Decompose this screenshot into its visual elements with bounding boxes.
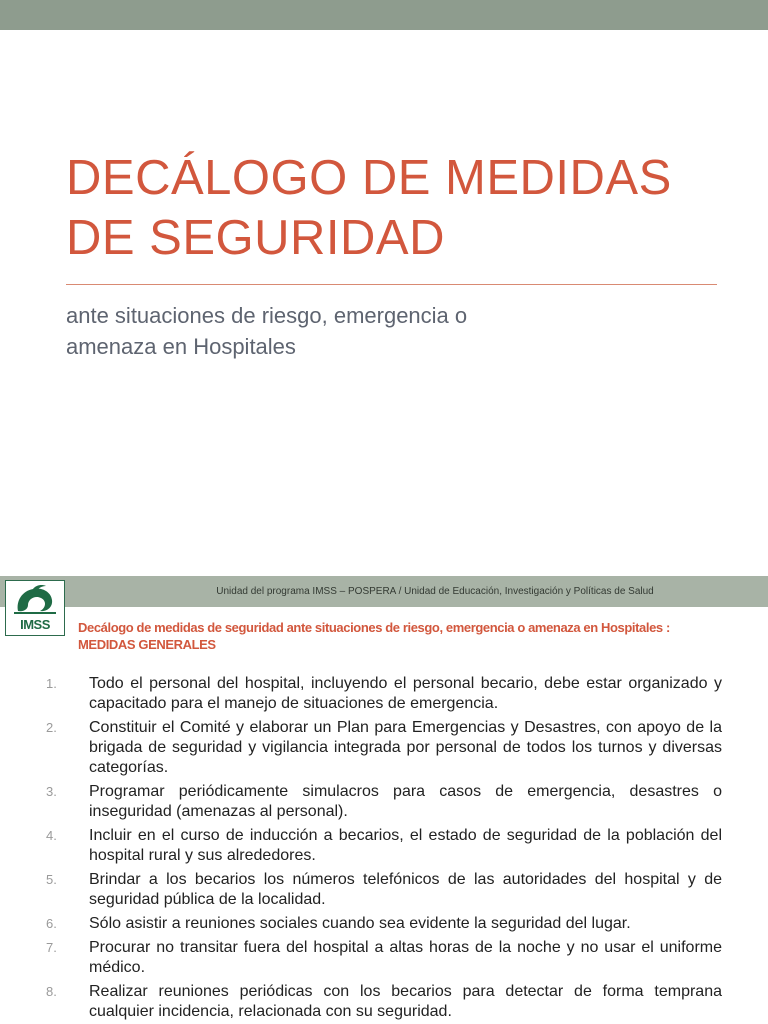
slide-title-line-1: DECÁLOGO DE MEDIDAS: [66, 151, 672, 205]
list-item: [0, 782, 722, 822]
section-heading: [78, 619, 718, 653]
slide-banner: [0, 576, 768, 607]
list-item: [0, 870, 722, 910]
list-item-number: 3.: [46, 784, 57, 799]
list-item-text: Realizar reuniones periódicas con los becarios para detectar de forma temprana cualquier incidencia, relacionada con su seguridad.: [89, 983, 722, 1020]
measures-list: [0, 674, 768, 1024]
list-item-number: 2.: [46, 720, 57, 735]
imss-eagle-icon: [6, 581, 64, 619]
title-divider: [66, 284, 717, 285]
logo-text: IMSS: [20, 617, 50, 632]
list-item-text: Incluir en el curso de inducción a becarios, el estado de seguridad de la población del hospital rural y sus alrededores.: [89, 827, 722, 864]
slide-title-line-2: DE SEGURIDAD: [66, 211, 446, 265]
list-item-text: Constituir el Comité y elaborar un Plan para Emergencias y Desastres, con apoyo de la brigada de seguridad y vigilancia integrada por personal de todos los turnos y diversas categorías.: [89, 719, 722, 776]
slide-subtitle-line-1: ante situaciones de riesgo, emergencia o: [66, 303, 468, 328]
list-item: [0, 718, 722, 778]
section-heading-line-2: MEDIDAS GENERALES: [78, 637, 216, 652]
list-item-number: 4.: [46, 828, 57, 843]
list-item-text: Brindar a los becarios los números telefónicos de las autoridades del hospital y de seguridad pública de la localidad.: [89, 871, 722, 908]
list-item-text: Sólo asistir a reuniones sociales cuando sea evidente la seguridad del lugar.: [89, 915, 631, 932]
slide-subtitle: [66, 300, 706, 362]
top-bar: [0, 0, 768, 30]
list-item-number: 1.: [46, 676, 57, 691]
slide-title: [66, 148, 746, 268]
banner-text: Unidad del programa IMSS – POSPERA / Unidad de Educación, Investigación y Políticas de Salud: [216, 586, 654, 597]
section-heading-line-1: Decálogo de medidas de seguridad ante situaciones de riesgo, emergencia o amenaza en Hospitales :: [78, 620, 670, 635]
list-item-number: 6.: [46, 916, 57, 931]
list-item: [0, 982, 722, 1022]
list-item: [0, 826, 722, 866]
list-item: [0, 914, 722, 934]
list-item-number: 7.: [46, 940, 57, 955]
list-item-text: Procurar no transitar fuera del hospital a altas horas de la noche y no usar el uniforme médico.: [89, 939, 722, 976]
list-item-text: Todo el personal del hospital, incluyendo el personal becario, debe estar organizado y capacitado para el manejo de situaciones de emergencia.: [89, 675, 722, 712]
list-item-number: 5.: [46, 872, 57, 887]
list-item-text: Programar periódicamente simulacros para casos de emergencia, desastres o inseguridad (amenazas al personal).: [89, 783, 722, 820]
list-item: [0, 674, 722, 714]
imss-logo: [5, 580, 65, 636]
slide-2: [0, 576, 768, 1024]
list-item-number: 8.: [46, 984, 57, 999]
slide-subtitle-line-2: amenaza en Hospitales: [66, 334, 296, 359]
list-item: [0, 938, 722, 978]
